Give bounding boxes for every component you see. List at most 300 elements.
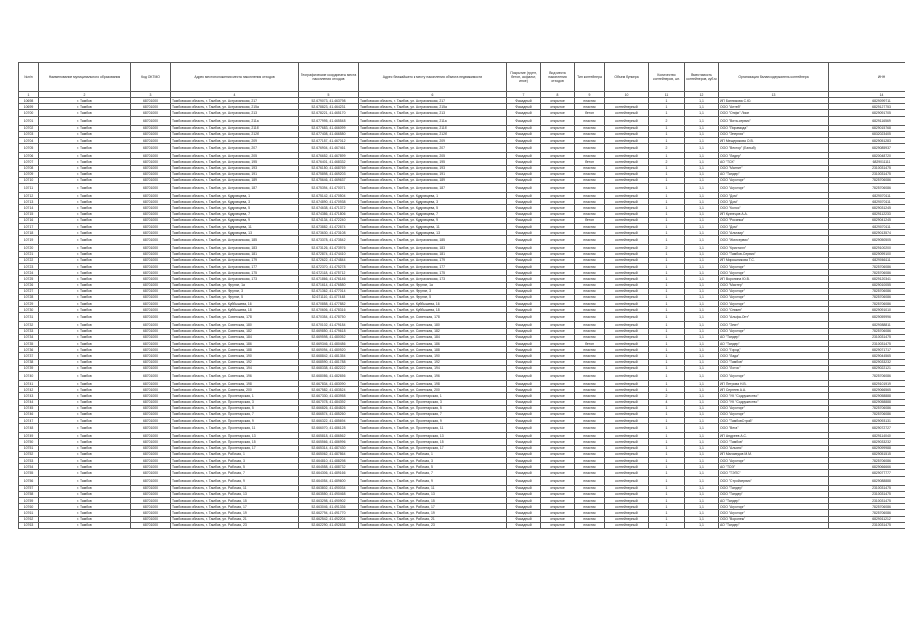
table-cell: 2310031475	[829, 171, 905, 177]
table-cell: открытое	[541, 159, 575, 165]
table-cell: ООО "Агроторг"	[719, 177, 829, 183]
table-cell: пластик	[575, 353, 605, 359]
table-cell: 6829013574	[829, 230, 905, 236]
table-cell: контейнерный	[605, 522, 649, 528]
table-cell: ООО "Агроторг"	[719, 270, 829, 276]
table-cell: Фасадный	[507, 516, 541, 522]
table-cell: 68701000	[131, 313, 171, 322]
table-cell: Фасадный	[507, 510, 541, 516]
table-cell: 68701000	[131, 205, 171, 211]
table-cell: Тамбовская область, г. Тамбов, ул. Астраханская, 185	[359, 236, 507, 245]
table-cell: Тамбовская область, г. Тамбов, ул. Пролетарская, 9	[359, 418, 507, 424]
table-cell: контейнерный	[605, 424, 649, 433]
table-cell: Тамбовская область, г. Тамбов, ул. Кудрявцева, 1	[359, 193, 507, 199]
table-cell: ИП Сергеев А.А.	[719, 387, 829, 393]
table-cell: г. Тамбов	[39, 380, 131, 386]
table-cell: 68701000	[131, 110, 171, 116]
table-cell: 1	[649, 334, 685, 340]
table-cell: открытое	[541, 263, 575, 269]
table-cell: 10735	[19, 341, 39, 347]
table-cell: Тамбовская область, г. Тамбов, ул. Советская, 182	[359, 328, 507, 334]
table-cell: г. Тамбов	[39, 393, 131, 399]
table-cell: 68701000	[131, 116, 171, 125]
table-cell: г. Тамбов	[39, 245, 131, 251]
table-cell: Тамбовская область, г. Тамбов, ул. Советская, 192	[359, 359, 507, 365]
table-cell: пластик	[575, 184, 605, 193]
table-cell: открытое	[541, 137, 575, 143]
table-cell: пластик	[575, 424, 605, 433]
table-cell: 1,1	[685, 104, 719, 110]
table-cell: открытое	[541, 399, 575, 405]
table-cell: Фасадный	[507, 116, 541, 125]
table-cell: ООО "УК "Содружество"	[719, 393, 829, 399]
table-cell: контейнерный	[605, 294, 649, 300]
table-cell: открытое	[541, 359, 575, 365]
table-cell: ООО "Магнит"	[719, 165, 829, 171]
table-cell: г. Тамбов	[39, 313, 131, 322]
table-cell: контейнерный	[605, 334, 649, 340]
table-cell: 1	[649, 193, 685, 199]
table-cell: 1,1	[685, 153, 719, 159]
table-cell: открытое	[541, 433, 575, 439]
table-cell: 10754	[19, 464, 39, 470]
table-cell: 1,1	[685, 458, 719, 464]
table-cell: 52.669346, 41.480486	[299, 341, 359, 347]
table-cell: бетон	[575, 159, 605, 165]
header-cell: Адрес ближайшего к месту накопления объекта недвижимости	[359, 63, 507, 92]
table-cell: Фасадный	[507, 470, 541, 476]
table-cell: пластик	[575, 359, 605, 365]
table-cell: 10699	[19, 104, 39, 110]
table-cell: пластик	[575, 458, 605, 464]
table-cell: пластик	[575, 211, 605, 217]
column-number: 13	[719, 92, 829, 98]
table-cell: открытое	[541, 184, 575, 193]
table-cell: 1,1	[685, 307, 719, 313]
table-cell: 68701000	[131, 159, 171, 165]
table-cell: ООО "Вита-сервис"	[719, 116, 829, 125]
table-cell: 1	[649, 288, 685, 294]
table-cell: открытое	[541, 476, 575, 485]
table-cell: 10742	[19, 387, 39, 393]
table-cell: пластик	[575, 104, 605, 110]
table-cell: г. Тамбов	[39, 165, 131, 171]
table-cell: ООО "Колос"	[719, 205, 829, 211]
table-cell: контейнерный	[605, 144, 649, 153]
table-cell: бетон	[575, 110, 605, 116]
table-cell: 6829116569	[829, 116, 905, 125]
table-cell: 52.668086, 41.482656	[299, 371, 359, 380]
table-cell: 1,1	[685, 257, 719, 263]
table-cell: 1,1	[685, 224, 719, 230]
table-cell: г. Тамбов	[39, 504, 131, 510]
table-cell: г. Тамбов	[39, 257, 131, 263]
table-cell: пластик	[575, 205, 605, 211]
table-cell: 68701000	[131, 144, 171, 153]
table-cell: 10705	[19, 144, 39, 153]
table-cell: пластик	[575, 433, 605, 439]
table-cell: г. Тамбов	[39, 263, 131, 269]
table-cell: открытое	[541, 282, 575, 288]
table-cell: 1,1	[685, 211, 719, 217]
table-cell: 68701000	[131, 270, 171, 276]
table-cell: Тамбовская область, г. Тамбов, ул. Куйбышева, 18	[171, 307, 299, 313]
table-cell: 1,1	[685, 359, 719, 365]
table-cell: Фасадный	[507, 522, 541, 528]
table-cell: 1,1	[685, 116, 719, 125]
table-cell: контейнерный	[605, 230, 649, 236]
table-cell: 1,1	[685, 245, 719, 251]
table-cell: контейнерный	[605, 116, 649, 125]
table-cell: г. Тамбов	[39, 411, 131, 417]
table-cell: Фасадный	[507, 399, 541, 405]
table-cell: открытое	[541, 217, 575, 223]
column-number: 10	[605, 92, 649, 98]
table-cell: Тамбовская область, г. Тамбов, ул. Астраханская, 191	[171, 171, 299, 177]
table-cell: Фасадный	[507, 491, 541, 497]
table-cell: Фасадный	[507, 464, 541, 470]
table-cell: 1,1	[685, 380, 719, 386]
table-cell: открытое	[541, 110, 575, 116]
table-cell: пластик	[575, 276, 605, 282]
table-row	[19, 371, 905, 380]
table-cell: 6829041245	[829, 217, 905, 223]
table-cell: открытое	[541, 288, 575, 294]
table-cell: 68701000	[131, 245, 171, 251]
table-cell: 1	[649, 476, 685, 485]
table-cell: Тамбовская область, г. Тамбов, ул. Советская, 194	[171, 365, 299, 371]
table-cell: Тамбовская область, г. Тамбов, ул. Кудрявцева, 13	[171, 230, 299, 236]
column-number: 8	[541, 92, 575, 98]
header-cell: Вид места накопления отходов	[541, 63, 575, 92]
table-cell: Тамбовская область, г. Тамбов, ул. Фрунзе, 3	[359, 288, 507, 294]
table-cell: 10751	[19, 445, 39, 451]
table-cell: Тамбовская область, г. Тамбов, ул. Кудрявцева, 5	[359, 205, 507, 211]
table-cell: 1	[649, 165, 685, 171]
table-cell: 1	[649, 458, 685, 464]
table-cell: открытое	[541, 510, 575, 516]
table-cell: Фасадный	[507, 371, 541, 380]
table-cell: 68701000	[131, 125, 171, 131]
table-cell: Тамбовская область, г. Тамбов, ул. Фрунзе, 3	[171, 288, 299, 294]
table-cell: Фасадный	[507, 405, 541, 411]
table-cell: г. Тамбов	[39, 439, 131, 445]
table-cell: 68701000	[131, 418, 171, 424]
table-cell: 1	[649, 365, 685, 371]
table-cell: Тамбовская область, г. Тамбов, ул. Пролетарская, 5	[171, 405, 299, 411]
table-cell: 10734	[19, 334, 39, 340]
table-cell: открытое	[541, 504, 575, 510]
table-cell: 1	[649, 353, 685, 359]
table-cell: 68701000	[131, 365, 171, 371]
table-cell: 52.667582, 41.483524	[299, 387, 359, 393]
table-cell: 1	[649, 177, 685, 183]
table-cell: 10755	[19, 470, 39, 476]
table-cell: открытое	[541, 371, 575, 380]
table-row	[19, 424, 905, 433]
table-cell: 10762	[19, 516, 39, 522]
table-cell: открытое	[541, 294, 575, 300]
table-row	[19, 522, 905, 528]
table-cell: открытое	[541, 165, 575, 171]
table-cell: контейнерный	[605, 193, 649, 199]
table-cell: 52.674386, 41.471806	[299, 211, 359, 217]
table-cell: Тамбовская область, г. Тамбов, ул. Астраханская, 211б	[171, 125, 299, 131]
table-cell: ООО "Агроторг"	[719, 405, 829, 411]
table-cell: 1,1	[685, 433, 719, 439]
table-cell: 2310031475	[829, 491, 905, 497]
table-cell: 1,1	[685, 485, 719, 491]
table-cell: контейнерный	[605, 371, 649, 380]
table-cell: 68701000	[131, 411, 171, 417]
table-cell: 68701000	[131, 497, 171, 503]
table-cell: пластик	[575, 470, 605, 476]
table-cell: 1,1	[685, 177, 719, 183]
header-cell: Код ОКТМО	[131, 63, 171, 92]
table-cell: 1	[649, 522, 685, 528]
header-row	[19, 63, 905, 92]
table-cell: 10743	[19, 393, 39, 399]
table-cell: контейнерный	[605, 270, 649, 276]
table-cell: 52.676401, 41.468332	[299, 159, 359, 165]
table-cell: пластик	[575, 491, 605, 497]
table-cell: 7825706086	[829, 371, 905, 380]
table-cell: 10707	[19, 159, 39, 165]
table-cell: Фасадный	[507, 418, 541, 424]
table-cell: АО "Тандер"	[719, 334, 829, 340]
table-cell: г. Тамбов	[39, 341, 131, 347]
table-cell: пластик	[575, 137, 605, 143]
table-cell: Тамбовская область, г. Тамбов, ул. Кудрявцева, 3	[359, 199, 507, 205]
table-cell: 10702	[19, 125, 39, 131]
table-cell: контейнерный	[605, 341, 649, 347]
table-cell: 10708	[19, 165, 39, 171]
table-cell: контейнерный	[605, 365, 649, 371]
table-cell: ООО "Антей"	[719, 104, 829, 110]
table-cell: Тамбовская область, г. Тамбов, ул. Советская, 200	[359, 387, 507, 393]
table-cell: ООО "Тамбов"	[719, 439, 829, 445]
table-cell: 10709	[19, 171, 39, 177]
table-cell: Тамбовская область, г. Тамбов, ул. Советская, 178	[171, 313, 299, 322]
table-cell: г. Тамбов	[39, 276, 131, 282]
table-cell: Фасадный	[507, 110, 541, 116]
table-cell: 10722	[19, 257, 39, 263]
table-cell: Тамбовская область, г. Тамбов, ул. Советская, 196	[171, 371, 299, 380]
table-cell: 1,1	[685, 371, 719, 380]
table-cell: пластик	[575, 393, 605, 399]
table-cell: 52.679073, 41.463798	[299, 98, 359, 104]
table-cell: Тамбовская область, г. Тамбов, ул. Советская, 200	[171, 387, 299, 393]
table-cell: контейнерный	[605, 153, 649, 159]
column-number: 4	[171, 92, 299, 98]
table-cell: 52.667078, 41.484392	[299, 399, 359, 405]
table-cell: 6829091705	[829, 110, 905, 116]
table-cell: 1	[649, 270, 685, 276]
table-cell: Тамбовская область, г. Тамбов, ул. Астраханская, 217	[359, 98, 507, 104]
table-cell: Тамбовская область, г. Тамбов, ул. Пролетарская, 13	[359, 433, 507, 439]
table-cell: 6829010055	[829, 282, 905, 288]
table-cell: Тамбовская область, г. Тамбов, ул. Рабочая, 17	[171, 504, 299, 510]
table-cell: 52.677683, 41.466099	[299, 125, 359, 131]
table-cell: 68701000	[131, 491, 171, 497]
table-cell: 6829070111	[829, 224, 905, 230]
table-cell: 68701000	[131, 224, 171, 230]
table-cell: 1,1	[685, 276, 719, 282]
table-cell: 1	[649, 110, 685, 116]
table-cell: 10737	[19, 353, 39, 359]
table-cell: 52.666826, 41.484826	[299, 405, 359, 411]
table-cell: Тамбовская область, г. Тамбов, ул. Астраханская, 179	[171, 257, 299, 263]
table-cell: открытое	[541, 405, 575, 411]
table-cell: пластик	[575, 347, 605, 353]
table-cell: Тамбовская область, г. Тамбов, ул. Пролетарская, 17	[359, 445, 507, 451]
table-cell: 1,1	[685, 110, 719, 116]
table-cell: ООО "Альфа-Опт"	[719, 313, 829, 322]
column-number: 11	[649, 92, 685, 98]
table-cell: г. Тамбов	[39, 328, 131, 334]
table-cell: Тамбовская область, г. Тамбов, ул. Астраханская, 173	[359, 276, 507, 282]
table-cell: 1,1	[685, 137, 719, 143]
table-cell: 68701000	[131, 257, 171, 263]
table-cell: 68701000	[131, 211, 171, 217]
table-cell: ООО "Агроторг"	[719, 504, 829, 510]
table-cell: 1,1	[685, 411, 719, 417]
table-cell: открытое	[541, 251, 575, 257]
table-cell: 68701000	[131, 276, 171, 282]
table-cell: 52.665062, 41.487864	[299, 451, 359, 457]
table-cell: открытое	[541, 98, 575, 104]
table-cell: 10759	[19, 497, 39, 503]
table-cell: 68701000	[131, 165, 171, 171]
table-cell: ООО "Онфи" Лион	[719, 110, 829, 116]
table-cell: открытое	[541, 322, 575, 328]
table-cell: 1,1	[685, 365, 719, 371]
table-cell: ООО "Агроторг"	[719, 510, 829, 516]
table-cell: Тамбовская область, г. Тамбов, ул. Астраханская, 205	[171, 153, 299, 159]
table-cell: Тамбовская область, г. Тамбов, ул. Рабочая, 3	[359, 458, 507, 464]
table-cell: открытое	[541, 516, 575, 522]
table-cell: Тамбовская область, г. Тамбов, ул. Астраханская, 213	[171, 110, 299, 116]
table-cell: ООО "Тамбов"	[719, 359, 829, 365]
table-cell: открытое	[541, 380, 575, 386]
table-cell: г. Тамбов	[39, 464, 131, 470]
table-cell: Тамбовская область, г. Тамбов, ул. Пролетарская, 13	[171, 433, 299, 439]
table-cell: 10758	[19, 491, 39, 497]
table-cell: 1,1	[685, 497, 719, 503]
table-cell: 1,1	[685, 399, 719, 405]
table-cell: 52.668590, 41.481788	[299, 359, 359, 365]
table-row	[19, 476, 905, 485]
table-cell: 52.663550, 41.490468	[299, 491, 359, 497]
table-cell: 6829100200	[829, 245, 905, 251]
table-cell: 1	[649, 104, 685, 110]
table-cell: 1,1	[685, 217, 719, 223]
table-cell: контейнерный	[605, 328, 649, 334]
table-cell: Тамбовская область, г. Тамбов, ул. Астраханская, 175	[171, 270, 299, 276]
table-cell: пластик	[575, 439, 605, 445]
table-cell: ООО "УК "Содружество"	[719, 399, 829, 405]
table-cell: 1	[649, 137, 685, 143]
table-cell: Тамбовская область, г. Тамбов, ул. Пролетарская, 3	[171, 399, 299, 405]
table-cell: ООО "Тандер"	[719, 485, 829, 491]
table-cell: Тамбовская область, г. Тамбов, ул. Рабочая, 21	[171, 516, 299, 522]
table-cell: Фасадный	[507, 184, 541, 193]
table-cell: 68701000	[131, 131, 171, 137]
table-cell: 52.667330, 41.483958	[299, 393, 359, 399]
table-cell: г. Тамбов	[39, 347, 131, 353]
table-cell: 1,1	[685, 347, 719, 353]
table-cell: г. Тамбов	[39, 497, 131, 503]
table-cell: Тамбовская область, г. Тамбов, ул. Советская, 196	[359, 371, 507, 380]
table-cell: пластик	[575, 328, 605, 334]
table-cell: 6832023405	[829, 131, 905, 137]
table-cell: ООО "Агроторг"	[719, 184, 829, 193]
table-cell: пластик	[575, 251, 605, 257]
table-cell: пластик	[575, 522, 605, 528]
table-cell: 7825706086	[829, 510, 905, 516]
table-cell: Тамбовская область, г. Тамбов, ул. Советская, 198	[171, 380, 299, 386]
table-cell: Фасадный	[507, 334, 541, 340]
table-cell: 6829099100	[829, 251, 905, 257]
header-cell: Адрес местоположения места накопления отходов	[171, 63, 299, 92]
table-cell: контейнерный	[605, 387, 649, 393]
table-cell: 52.666070, 41.486128	[299, 424, 359, 433]
table-cell: Фасадный	[507, 294, 541, 300]
table-cell: ООО "Агроторг"	[719, 263, 829, 269]
table-cell: 52.662794, 41.491770	[299, 510, 359, 516]
table-cell: г. Тамбов	[39, 510, 131, 516]
table-cell: 1	[649, 411, 685, 417]
table-cell: 10750	[19, 439, 39, 445]
table-cell: Тамбовская область, г. Тамбов, ул. Астраханская, 217	[171, 98, 299, 104]
table-cell: 68701000	[131, 353, 171, 359]
table-cell: 1,1	[685, 387, 719, 393]
table-cell: 10740	[19, 371, 39, 380]
table-cell: 68701000	[131, 371, 171, 380]
table-cell: Фасадный	[507, 224, 541, 230]
table-cell: контейнерный	[605, 491, 649, 497]
table-cell: Фасадный	[507, 328, 541, 334]
table-cell: 52.668842, 41.481354	[299, 353, 359, 359]
table-cell: пластик	[575, 288, 605, 294]
table-cell: ООО "Олимп"	[719, 307, 829, 313]
table-cell: 2310031475	[829, 165, 905, 171]
table-cell: 2	[649, 159, 685, 165]
table-cell: контейнерный	[605, 171, 649, 177]
table-cell: 52.664306, 41.489166	[299, 470, 359, 476]
table-cell: 68701000	[131, 504, 171, 510]
table-cell: Тамбовская область, г. Тамбов, ул. Фрунзе, 1а	[359, 282, 507, 288]
table-cell: ООО "Лада"	[719, 353, 829, 359]
table-cell: Тамбовская область, г. Тамбов, ул. Рабочая, 5	[171, 464, 299, 470]
table-cell: 10715	[19, 211, 39, 217]
table-cell: 6820048720	[829, 153, 905, 159]
table-cell: контейнерный	[605, 393, 649, 399]
table-cell: Тамбовская область, г. Тамбов, ул. Астраханская, 215а	[171, 104, 299, 110]
table-cell: открытое	[541, 301, 575, 307]
table-cell: 1	[649, 497, 685, 503]
table-cell: Тамбовская область, г. Тамбов, ул. Астраханская, 211а	[359, 116, 507, 125]
table-cell: Тамбовская область, г. Тамбов, ул. Советская, 190	[171, 353, 299, 359]
table-cell: Тамбовская область, г. Тамбов, ул. Рабочая, 1	[359, 451, 507, 457]
table-cell: 1	[649, 153, 685, 159]
table-cell: 1	[649, 470, 685, 476]
table-cell: контейнерный	[605, 380, 649, 386]
table-cell: Фасадный	[507, 341, 541, 347]
table-cell: 10739	[19, 365, 39, 371]
table-cell: 52.672370, 41.475278	[299, 263, 359, 269]
table-cell: открытое	[541, 236, 575, 245]
